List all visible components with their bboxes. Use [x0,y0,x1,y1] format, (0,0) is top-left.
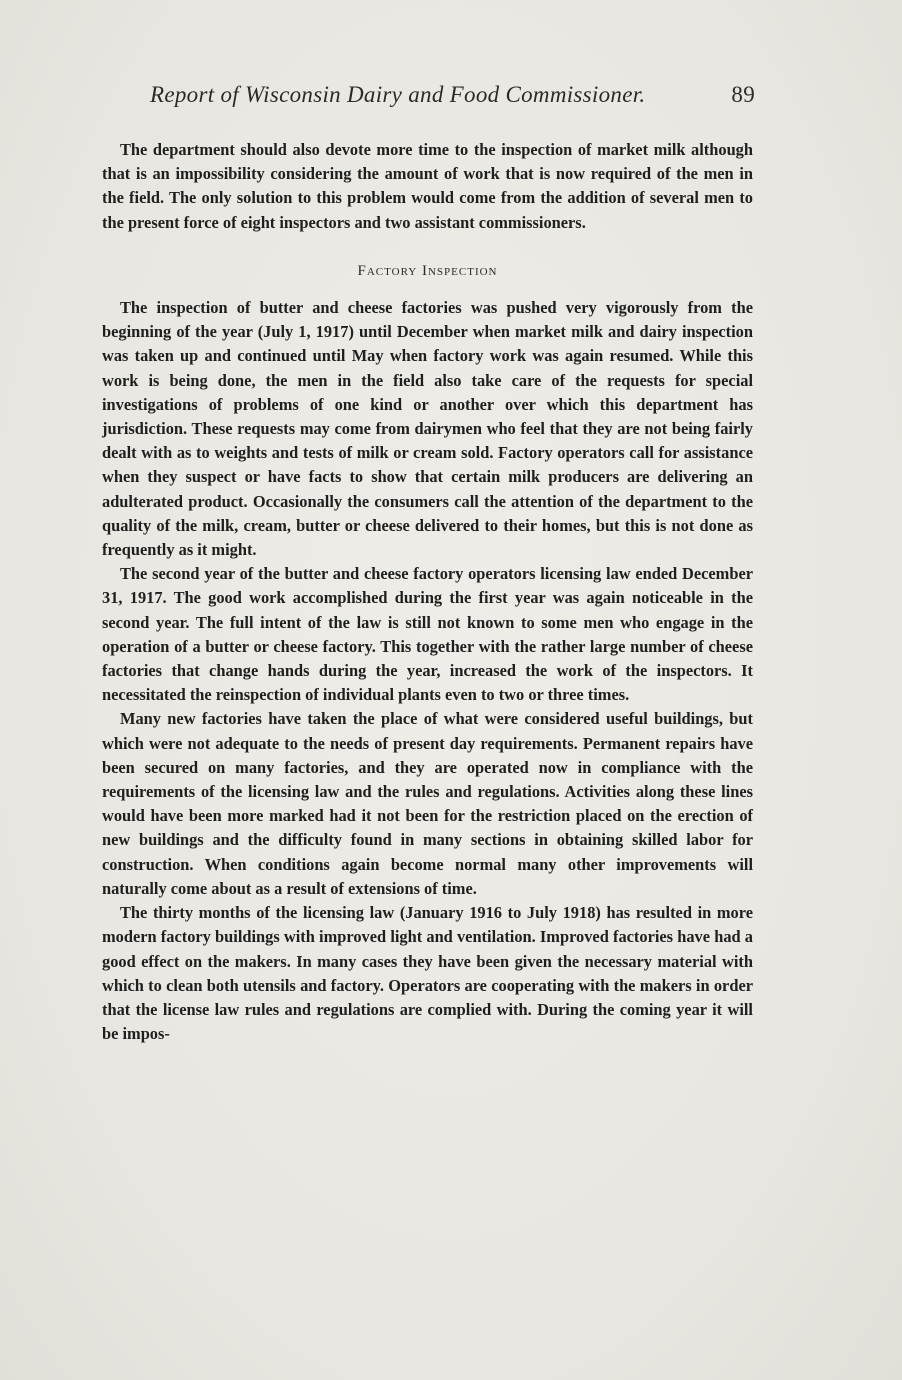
section-heading: Factory Inspection [357,262,498,279]
paragraph-4: Many new factories have taken the place of what were considered useful buildings, but which were not adequate to the needs of present day requirements. Permanent repairs have been secured on many factories, and they are operated now in compliance with the requirements of the licensing law and the rules and regulations. Activities along these lines would have been more marked had it not been for the restriction placed on the erection of new buildings and the difficulty found in many sections in obtaining skilled labor for construction. When conditions again become normal many other improvements will naturally come about as a result of extensions of time. [102,709,753,898]
body-text [102,138,753,1046]
page-number: 89 [731,82,755,107]
paragraph-1: The department should also devote more time to the inspection of market milk although that is an impossibility considering the amount of work that is now required of the men in the field. The only solution to this problem would come from the addition of several men to the present force of eight inspectors and two assistant commissioners. [102,140,753,232]
header-title: Report of Wisconsin Dairy and Food Commissioner. [150,82,646,107]
paragraph-2: The inspection of butter and cheese factories was pushed very vigorously from the beginning of the year (July 1, 1917) until December when market milk and dairy inspection was taken up and continued until May when factory work was again resumed. While this work is being done, the men in the field also take care of the requests for special investigations of problems of one kind or another over which this department has jurisdiction. These requests may come from dairymen who feel that they are not being fairly dealt with as to weights and tests of milk or cream sold. Factory operators call for assistance when they suspect or have facts to show that certain milk producers are delivering an adulterated product. Occasionally the consumers call the attention of the department to the quality of the milk, cream, butter or cheese delivered to their homes, but this is not done as frequently as it might. [102,298,753,560]
paragraph-3: The second year of the butter and cheese factory operators licensing law ended December 31, 1917. The good work accomplished during the first year was again noticeable in the second year. The full intent of the law is still not known to some men who engage in the operation of a butter or cheese factory. This together with the rather large number of cheese factories that change hands during the year, increased the work of the inspectors. It necessitated the reinspection of individual plants even to two or three times. [102,564,753,705]
paragraph-5: The thirty months of the licensing law (January 1916 to July 1918) has resulted in more modern factory buildings with improved light and ventilation. Improved factories have had a good effect on the makers. In many cases they have been given the necessary material with which to clean both utensils and factory. Operators are cooperating with the makers in order that the license law rules and regulations are complied with. During the coming year it will be impos- [102,903,753,1044]
